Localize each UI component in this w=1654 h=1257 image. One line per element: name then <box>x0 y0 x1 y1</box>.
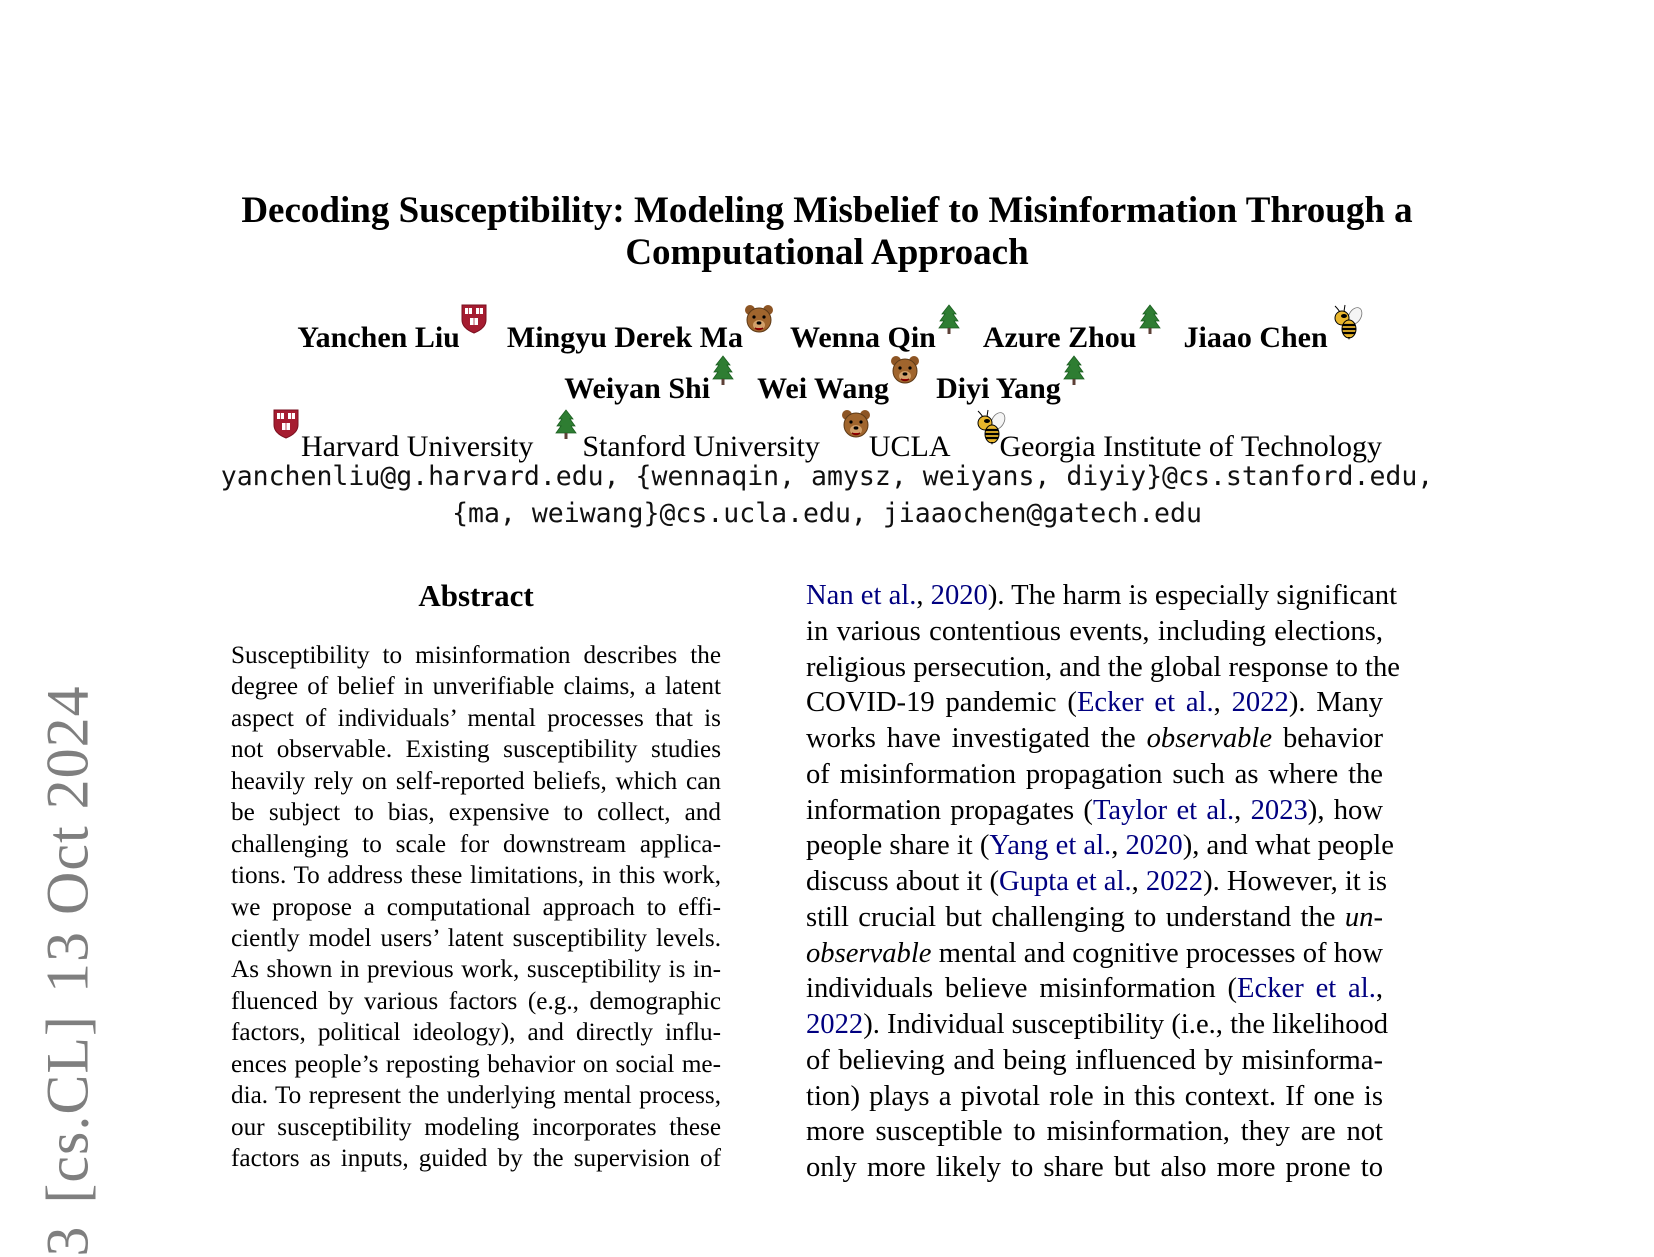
body-text: , <box>1131 866 1146 897</box>
body-text: discuss about it ( <box>806 866 999 897</box>
affiliation-name: Harvard University <box>300 430 534 463</box>
body-text: ), and what people <box>1182 830 1394 862</box>
intro-line <box>806 971 1383 1007</box>
affiliation-name: UCLA <box>868 430 951 463</box>
abstract-line: not observable. Existing susceptibility studies <box>231 736 721 764</box>
author-name-text: Diyi Yang <box>936 372 1061 405</box>
emphasized-text: observable <box>1146 723 1273 754</box>
abstract-line: heavily rely on self-reported beliefs, which can <box>231 767 721 795</box>
intro-line <box>806 757 1383 793</box>
body-text: more susceptible to misinformation, they are not <box>806 1116 1383 1148</box>
body-text: ), how <box>1307 794 1383 826</box>
author-name <box>757 359 918 406</box>
harvard-shield-icon <box>461 304 489 332</box>
stanford-tree-icon <box>1138 304 1166 332</box>
abstract-body <box>231 640 721 1174</box>
author-name <box>507 308 772 355</box>
body-text: in various contentious events, including elections, <box>806 615 1383 647</box>
intro-line <box>806 721 1383 757</box>
stanford-tree-icon <box>1062 355 1090 383</box>
intro-line <box>806 864 1387 900</box>
abstract-line: aspect of individuals’ mental processes that is <box>231 704 721 732</box>
body-text: still crucial but challenging to understand the <box>806 901 1345 933</box>
abstract-line: ences people’s reposting behavior on social me- <box>231 1050 721 1078</box>
author-name <box>983 308 1166 355</box>
emphasized-text: observable <box>806 937 932 969</box>
author-name <box>1184 308 1357 355</box>
abstract-line: factors as inputs, guided by the supervision of <box>231 1145 721 1172</box>
body-text: , <box>1111 830 1126 862</box>
abstract-line: fluenced by various factors (e.g., demographic <box>231 987 721 1015</box>
body-text: ). Individual susceptibility (i.e., the likelihood <box>863 1009 1389 1040</box>
intro-line <box>806 828 1394 864</box>
citation-link[interactable]: 2022 <box>1231 687 1289 719</box>
introduction-text <box>806 578 1400 1186</box>
body-text: ). Many <box>1288 687 1383 719</box>
author-name-text: Yanchen Liu <box>297 321 460 354</box>
stanford-tree-icon <box>711 355 739 383</box>
emphasized-text: un- <box>1344 901 1383 933</box>
body-text: ). The harm is especially significant <box>987 580 1398 611</box>
intro-line <box>806 1150 1383 1186</box>
intro-line <box>806 900 1383 936</box>
ucla-bear-icon <box>744 304 772 332</box>
author-name-text: Weiyan Shi <box>564 372 711 405</box>
body-text: ). However, it is <box>1203 866 1387 897</box>
affiliation <box>971 417 1383 464</box>
author-name <box>297 308 489 355</box>
body-text: , <box>1234 794 1251 826</box>
citation-link[interactable]: Nan et al. <box>806 580 917 611</box>
citation-link[interactable]: 2020 <box>1125 830 1183 862</box>
intro-line <box>806 1114 1383 1150</box>
abstract-heading: Abstract <box>418 578 534 613</box>
citation-link[interactable]: 2020 <box>930 580 988 611</box>
abstract-line: Susceptibility to misinformation describes the <box>231 642 721 669</box>
abstract-line: be subject to bias, expensive to collect, and <box>231 799 721 827</box>
title-line-2: Computational Approach <box>625 232 1029 273</box>
emails-line-1: yanchenliu@g.harvard.edu, {wennaqin, amysz, weiyans, diyiy}@cs.stanford.edu, <box>220 461 1434 492</box>
body-text: COVID-19 pandemic ( <box>806 687 1077 719</box>
arxiv-id-fragment: 3 <box>34 1225 101 1257</box>
body-text: information propagates ( <box>806 794 1093 826</box>
intro-line <box>806 614 1383 650</box>
citation-link[interactable]: Gupta et al. <box>999 866 1132 897</box>
affiliation <box>272 417 533 464</box>
affiliation <box>840 417 951 464</box>
body-text: , <box>1213 687 1232 719</box>
body-text: behavior <box>1272 723 1384 754</box>
emails-line-2: {ma, weiwang}@cs.ucla.edu, jiaaochen@gatech.edu <box>452 498 1202 529</box>
intro-line <box>806 650 1400 686</box>
citation-link[interactable]: Ecker et al. <box>1076 687 1214 719</box>
citation-link[interactable]: 2022 <box>806 1009 864 1040</box>
paper-title <box>0 190 1654 274</box>
body-text: of believing and being influenced by misinforma- <box>806 1044 1383 1076</box>
stanford-tree-icon <box>937 304 965 332</box>
intro-line <box>806 936 1383 972</box>
citation-link[interactable]: Taylor et al. <box>1092 794 1235 826</box>
citation-link[interactable]: Ecker et al. <box>1237 973 1376 1005</box>
citation-link[interactable]: 2022 <box>1145 866 1204 897</box>
author-list-row-1 <box>0 308 1654 355</box>
intro-line <box>806 685 1383 721</box>
intro-line <box>806 578 1398 614</box>
body-text: individuals believe misinformation ( <box>806 973 1238 1005</box>
citation-link[interactable]: 2023 <box>1250 794 1308 826</box>
abstract-line: challenging to scale for downstream applica- <box>231 830 721 858</box>
title-line-1: Decoding Susceptibility: Modeling Misbelief to Misinformation Through a <box>241 190 1413 231</box>
arxiv-date: 13 Oct 2024 <box>34 685 101 994</box>
stanford-tree-icon <box>554 409 582 437</box>
arxiv-category: [cs.CL] <box>34 1015 101 1204</box>
body-text: works have investigated the <box>806 723 1147 754</box>
ucla-bear-icon <box>841 409 869 437</box>
body-text: , <box>916 580 931 611</box>
body-text: religious persecution, and the global response to the <box>806 651 1400 683</box>
body-text: people share it ( <box>806 830 990 862</box>
author-name-text: Azure Zhou <box>982 321 1137 354</box>
abstract-line: degree of belief in unverifiable claims, a latent <box>231 673 721 701</box>
abstract-line: we propose a computational approach to effi- <box>231 893 721 921</box>
intro-line <box>806 1007 1389 1043</box>
author-name-text: Jiaao Chen <box>1183 321 1328 354</box>
body-text: tion) plays a pivotal role in this context. If one is <box>806 1080 1383 1112</box>
abstract-line: ciently model users’ latent susceptibility levels. <box>231 924 721 952</box>
georgia-tech-bee-icon <box>972 409 1000 437</box>
ucla-bear-icon <box>890 355 918 383</box>
intro-line <box>806 1043 1383 1079</box>
abstract-line: our susceptibility modeling incorporates these <box>231 1113 721 1141</box>
affiliations <box>0 417 1654 464</box>
abstract-line: dia. To represent the underlying mental process, <box>231 1082 721 1110</box>
author-name <box>936 359 1090 406</box>
body-text: mental and cognitive processes of how <box>931 937 1383 969</box>
intro-line <box>806 793 1383 829</box>
abstract-line: factors, political ideology), and directly influ- <box>231 1019 721 1047</box>
author-emails <box>0 458 1654 532</box>
body-text: , <box>1375 973 1383 1005</box>
body-text: only more likely to share but also more prone to <box>806 1152 1383 1183</box>
citation-link[interactable]: Yang et al. <box>989 830 1112 862</box>
author-list-row-2 <box>0 359 1654 406</box>
affiliation-name: Georgia Institute of Technology <box>999 430 1383 463</box>
author-name-text: Mingyu Derek Ma <box>506 321 743 354</box>
harvard-shield-icon <box>273 409 301 437</box>
author-name-text: Wei Wang <box>757 372 890 405</box>
affiliation <box>553 417 819 464</box>
intro-line <box>806 1079 1383 1115</box>
author-name <box>564 359 739 406</box>
georgia-tech-bee-icon <box>1329 304 1357 332</box>
body-text: of misinformation propagation such as where the <box>806 758 1383 790</box>
author-name-text: Wenna Qin <box>789 321 936 354</box>
affiliation-name: Stanford University <box>582 430 820 463</box>
abstract-line: As shown in previous work, susceptibility is in- <box>231 956 721 984</box>
abstract-line: tions. To address these limitations, in this work, <box>231 862 721 890</box>
author-name <box>790 308 965 355</box>
arxiv-stamp <box>34 663 103 1256</box>
